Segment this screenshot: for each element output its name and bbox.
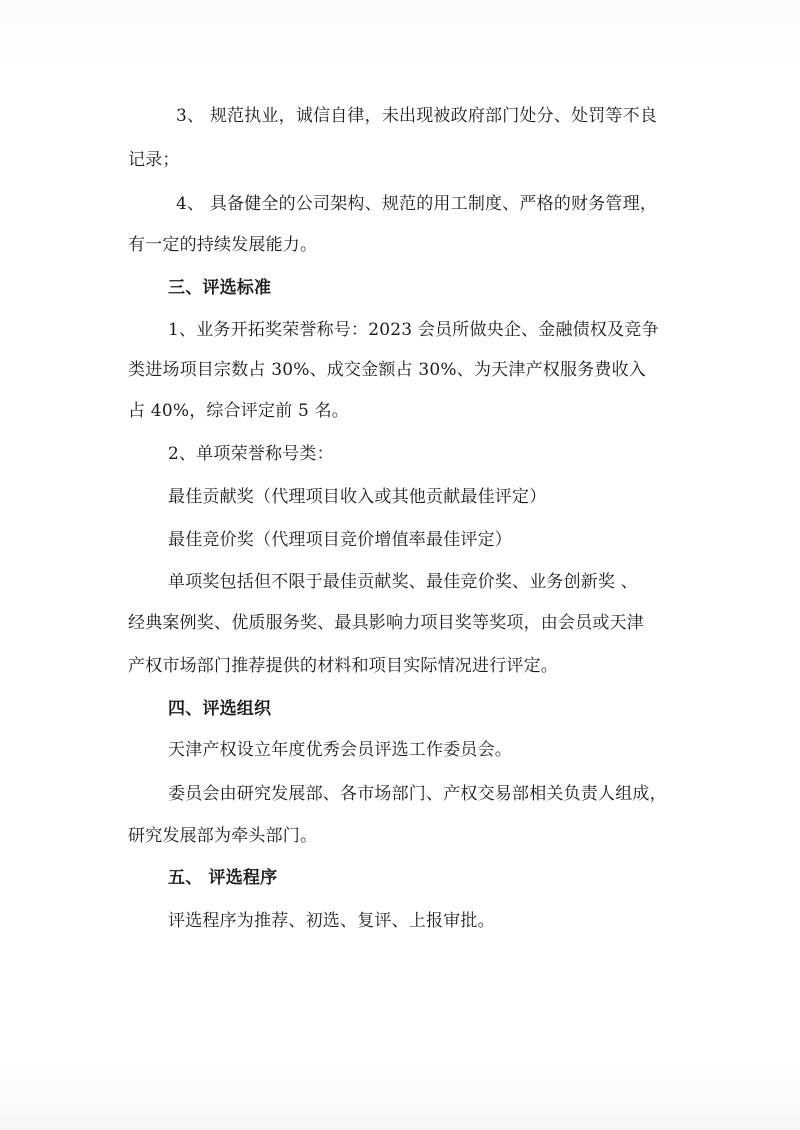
criteria-1-line-1: 1、业务开拓奖荣誉称号：2023 会员所做央企、金融债权及竞争 — [168, 320, 659, 340]
single-award-line-3: 产权市场部门推荐提供的材料和项目实际情况进行评定。 — [128, 656, 558, 676]
item-4-line-1: 4、 具备健全的公司架构、规范的用工制度、严格的财务管理， — [176, 194, 658, 214]
criteria-1-line-3: 占 40%，综合评定前 5 名。 — [128, 401, 350, 421]
section-heading-organization: 四、评选组织 — [168, 699, 272, 719]
organization-line-2: 委员会由研究发展部、各市场部门、产权交易部相关负责人组成， — [168, 784, 667, 804]
organization-line-3: 研究发展部为牵头部门。 — [128, 826, 318, 846]
procedure-line-1: 评选程序为推荐、初选、复评、上报审批。 — [168, 911, 495, 931]
item-3-line-2: 记录； — [128, 150, 180, 170]
criteria-1-line-2: 类进场项目宗数占 30%、成交金额占 30%、为天津产权服务费收入 — [128, 360, 646, 380]
section-heading-procedure: 五、 评选程序 — [168, 868, 278, 888]
award-best-contribution: 最佳贡献奖（代理项目收入或其他贡献最佳评定） — [168, 487, 547, 507]
organization-line-1: 天津产权设立年度优秀会员评选工作委员会。 — [168, 740, 512, 760]
award-best-bidding: 最佳竞价奖（代理项目竞价增值率最佳评定） — [168, 530, 512, 550]
item-3-line-1: 3、 规范执业，诚信自律，未出现被政府部门处分、处罚等不良 — [176, 106, 658, 126]
item-4-line-2: 有一定的持续发展能力。 — [128, 235, 318, 255]
section-heading-criteria: 三、评选标准 — [168, 278, 272, 298]
single-award-line-2: 经典案例奖、优质服务奖、最具影响力项目奖等奖项，由会员或天津 — [128, 613, 644, 633]
criteria-2-heading: 2、单项荣誉称号类： — [168, 444, 334, 464]
single-award-line-1: 单项奖包括但不限于最佳贡献奖、最佳竞价奖、业务创新奖 、 — [168, 572, 639, 592]
